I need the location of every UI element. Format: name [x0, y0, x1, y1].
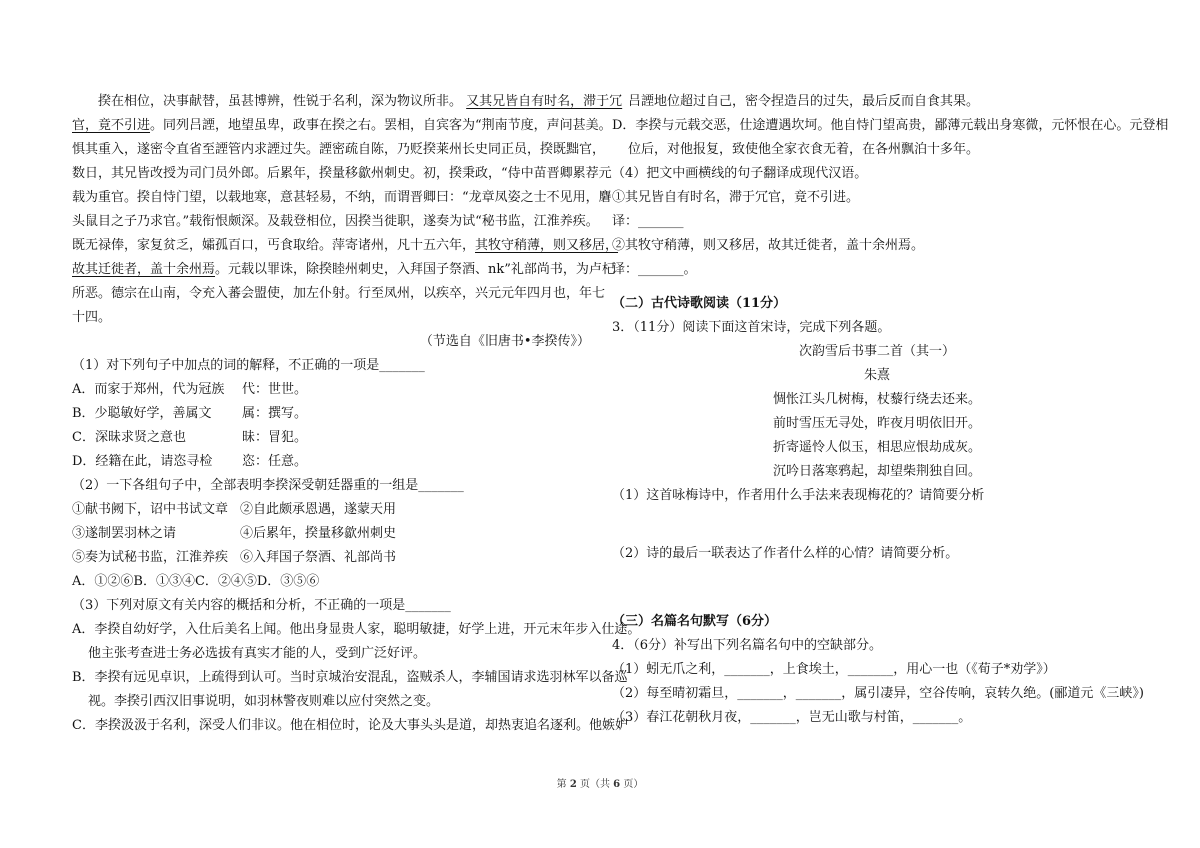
question-2-row [72, 522, 594, 546]
passage-line: 头鼠目之子乃求官。”载衔恨颇深。及载登相位，因揆当徙职，遂奏为试“秘书监，江淮养疾。 [72, 214, 599, 229]
option-sentence: D．经籍在此，请恣寻检 [72, 454, 213, 469]
question-1-option [72, 450, 594, 474]
footer-text: 第 [556, 779, 570, 790]
sentence-group-item: ④后累年，揆量移歙州刺史 [240, 526, 397, 541]
passage-line: 十四。 [72, 310, 112, 325]
footer-text: 页（共 [576, 779, 614, 790]
total-pages: 6 [613, 779, 621, 790]
answer-space [612, 566, 1142, 600]
page-number: 2 [569, 779, 577, 790]
question-1-option [72, 378, 594, 402]
sentence-group-item: ②自此颇承恩遇，遂蒙天用 [240, 502, 397, 517]
question-2-row [72, 498, 594, 522]
fill-item: （1）蚓无爪之利，_______，上食埃土，_______，用心一也（《荀子*劝学》） [612, 662, 1056, 677]
option-sentence: C．深昧求贤之意也 [72, 430, 186, 445]
passage-line [72, 114, 612, 138]
passage-line: 所恶。德宗在山南，令充入蕃会盟使，加左仆射。行至凤州，以疾卒，兴元元年四月也，年七 [72, 286, 606, 301]
option-explanation: 属：撰写。 [242, 406, 308, 421]
sentence-group-item: ⑥入拜国子祭酒、礼部尚书 [240, 550, 397, 565]
poem-author: 朱熹 [863, 368, 890, 383]
question-3-option-b: B．李揆有远见卓识，上疏得到认可。当时京城治安混乱，盗贼杀人，李辅国请求选羽林军以备巡 [72, 670, 628, 685]
option-explanation: 代：世世。 [242, 382, 308, 397]
sentence-group-item: ①献书阙下，诏中书试文章 [72, 502, 229, 517]
right-column [612, 90, 1169, 730]
option-sentence: B．少聪敏好学，善属文 [72, 406, 212, 421]
translation-blank-2: 译：_______。 [612, 262, 697, 277]
passage-text: 。同列吕諲，地望虽卑，政事在揆之右。罢相，自宾客为“荆南节度，声问甚美。 [150, 118, 612, 133]
section-heading-recitation: （三）名篇名句默写（6分） [612, 614, 778, 629]
translation-sentence-2: ②其牧守稍薄，则又移居，故其迁徙者，盖十余州焉。 [612, 238, 925, 253]
question-3-option-b-cont: 视。李揆引西汉旧事说明，如羽林警夜则难以应付突然之变。 [88, 694, 440, 709]
passage-line [72, 90, 623, 114]
translation-sentence-1: ①其兄皆自有时名，滞于冗官，竟不引进。 [612, 190, 860, 205]
question-3-option-c: C．李揆汲汲于名利，深受人们非议。他在相位时，论及大事头头是道，却热衷追名逐利。他嫉妒 [72, 718, 628, 733]
left-column [72, 90, 641, 738]
underlined-sentence: 其牧守稍薄，则又移居， [475, 238, 619, 253]
poem-line: 折寄遥怜人似玉，相思应恨劫成灰。 [772, 440, 981, 455]
question-2-stem: （2）一下各组句子中，全部表明李揆深受朝廷器重的一组是_______ [72, 478, 464, 493]
poem-line: 惆怅江头几树梅，杖藜行绕去还来。 [772, 392, 981, 407]
passage-text: 。元载以罪诛，除揆睦州刺史，入拜国子祭酒、nk”礼部尚书，为卢杞 [215, 262, 615, 277]
sentence-group-item: ⑤奏为试秘书监，江淮养疾 [72, 550, 229, 565]
fill-item: （2）每至晴初霜旦，_______，_______，属引凄异，空谷传响，哀转久绝。(郦道元《三峡》) [612, 686, 1144, 701]
poem-title: 次韵雪后书事二首（其一） [798, 344, 955, 359]
passage-line: 惧其重入，遂密令直省至諲管内求諲过失。諲密疏自陈，乃贬揆莱州长史同正员，揆既黜官， [72, 142, 606, 157]
passage-line [72, 234, 619, 258]
question-2-row [72, 546, 594, 570]
passage-line: 数日，其兄皆改授为司门员外郎。后累年，揆量移歙州刺史。初，揆秉政，“侍中苗晋卿累荐元 [72, 166, 612, 181]
question-3-option-d-cont: 位后，对他报复，致使他全家衣食无着，在各州飘泊十多年。 [628, 142, 980, 157]
question-1-stem: （1）对下列句子中加点的词的解释，不正确的一项是_______ [72, 358, 425, 373]
question-3-option-a-cont: 他主张考查进士务必选拔有真实才能的人，受到广泛好评。 [88, 646, 427, 661]
question-fill-stem: 4．（6分）补写出下列名篇名句中的空缺部分。 [612, 638, 883, 653]
passage-text: 既无禄俸，家复贫乏，孀孤百口，丐食取给。萍寄诸州，凡十五六年， [72, 238, 476, 253]
underlined-sentence: 又其兄皆自有时名，滞于冗 [466, 94, 623, 109]
question-3-option-c-cont: 吕諲地位超过自己，密令捏造吕的过失，最后反而自食其果。 [628, 94, 980, 109]
question-2-answers: A．①②⑥B．①③④C．②④⑤D．③⑤⑥ [72, 574, 320, 589]
fill-item: （3）春江花朝秋月夜，_______，岂无山歌与村笛，_______。 [612, 710, 972, 725]
question-4-stem: （4）把文中画横线的句子翻译成现代汉语。 [612, 166, 868, 181]
option-sentence: A．而家于郑州，代为冠族 [72, 382, 225, 397]
footer-text: 页） [620, 779, 644, 790]
passage-source: （节选自《旧唐书•李揆传》） [419, 334, 590, 349]
underlined-sentence: 故其迁徙者，盖十余州焉 [72, 262, 216, 277]
section-heading-poetry: （二）古代诗歌阅读（11分） [612, 296, 787, 311]
passage-text: 揆在相位，决事献替，虽甚博辨，性锐于名利，深为物议所非。 [98, 94, 463, 109]
poem-line: 前时雪压无寻处，昨夜月明依旧开。 [772, 416, 981, 431]
question-poem-stem: 3．（11分）阅读下面这首宋诗，完成下列各题。 [612, 320, 891, 335]
question-3-stem: （3）下列对原文有关内容的概括和分析，不正确的一项是_______ [72, 598, 451, 613]
question-3-option-d: D．李揆与元载交恶，仕途遭遇坎坷。他自恃门望高贵，鄙薄元载出身寒微，元怀恨在心。元登相 [612, 118, 1169, 133]
question-1-option [72, 426, 594, 450]
question-1-option [72, 402, 594, 426]
question-3-option-a: A．李揆自幼好学，入仕后美名上闻。他出身显贵人家，聪明敏捷，好学上进，开元末年步入仕途。 [72, 622, 641, 637]
passage-line [72, 258, 615, 282]
page-footer [0, 775, 1200, 790]
option-explanation: 昧：冒犯。 [242, 430, 308, 445]
translation-blank-1: 译：_______ [612, 214, 684, 229]
option-explanation: 恣：任意。 [242, 454, 308, 469]
passage-line: 载为重官。揆自恃门望，以载地寒，意甚轻易，不纳，而谓晋卿曰：“龙章凤姿之士不见用，麏 [72, 190, 612, 205]
poem-question-2: （2）诗的最后一联表达了作者什么样的心情？请简要分析。 [612, 546, 959, 561]
underlined-sentence: 官，竟不引进 [72, 118, 151, 133]
answer-space [612, 508, 1142, 542]
poem-question-1: （1）这首咏梅诗中，作者用什么手法来表现梅花的？请简要分析 [612, 488, 985, 503]
poem-line: 沉吟日落寒鸦起，却望柴荆独自回。 [772, 464, 981, 479]
sentence-group-item: ③遂制罢羽林之请 [72, 526, 177, 541]
